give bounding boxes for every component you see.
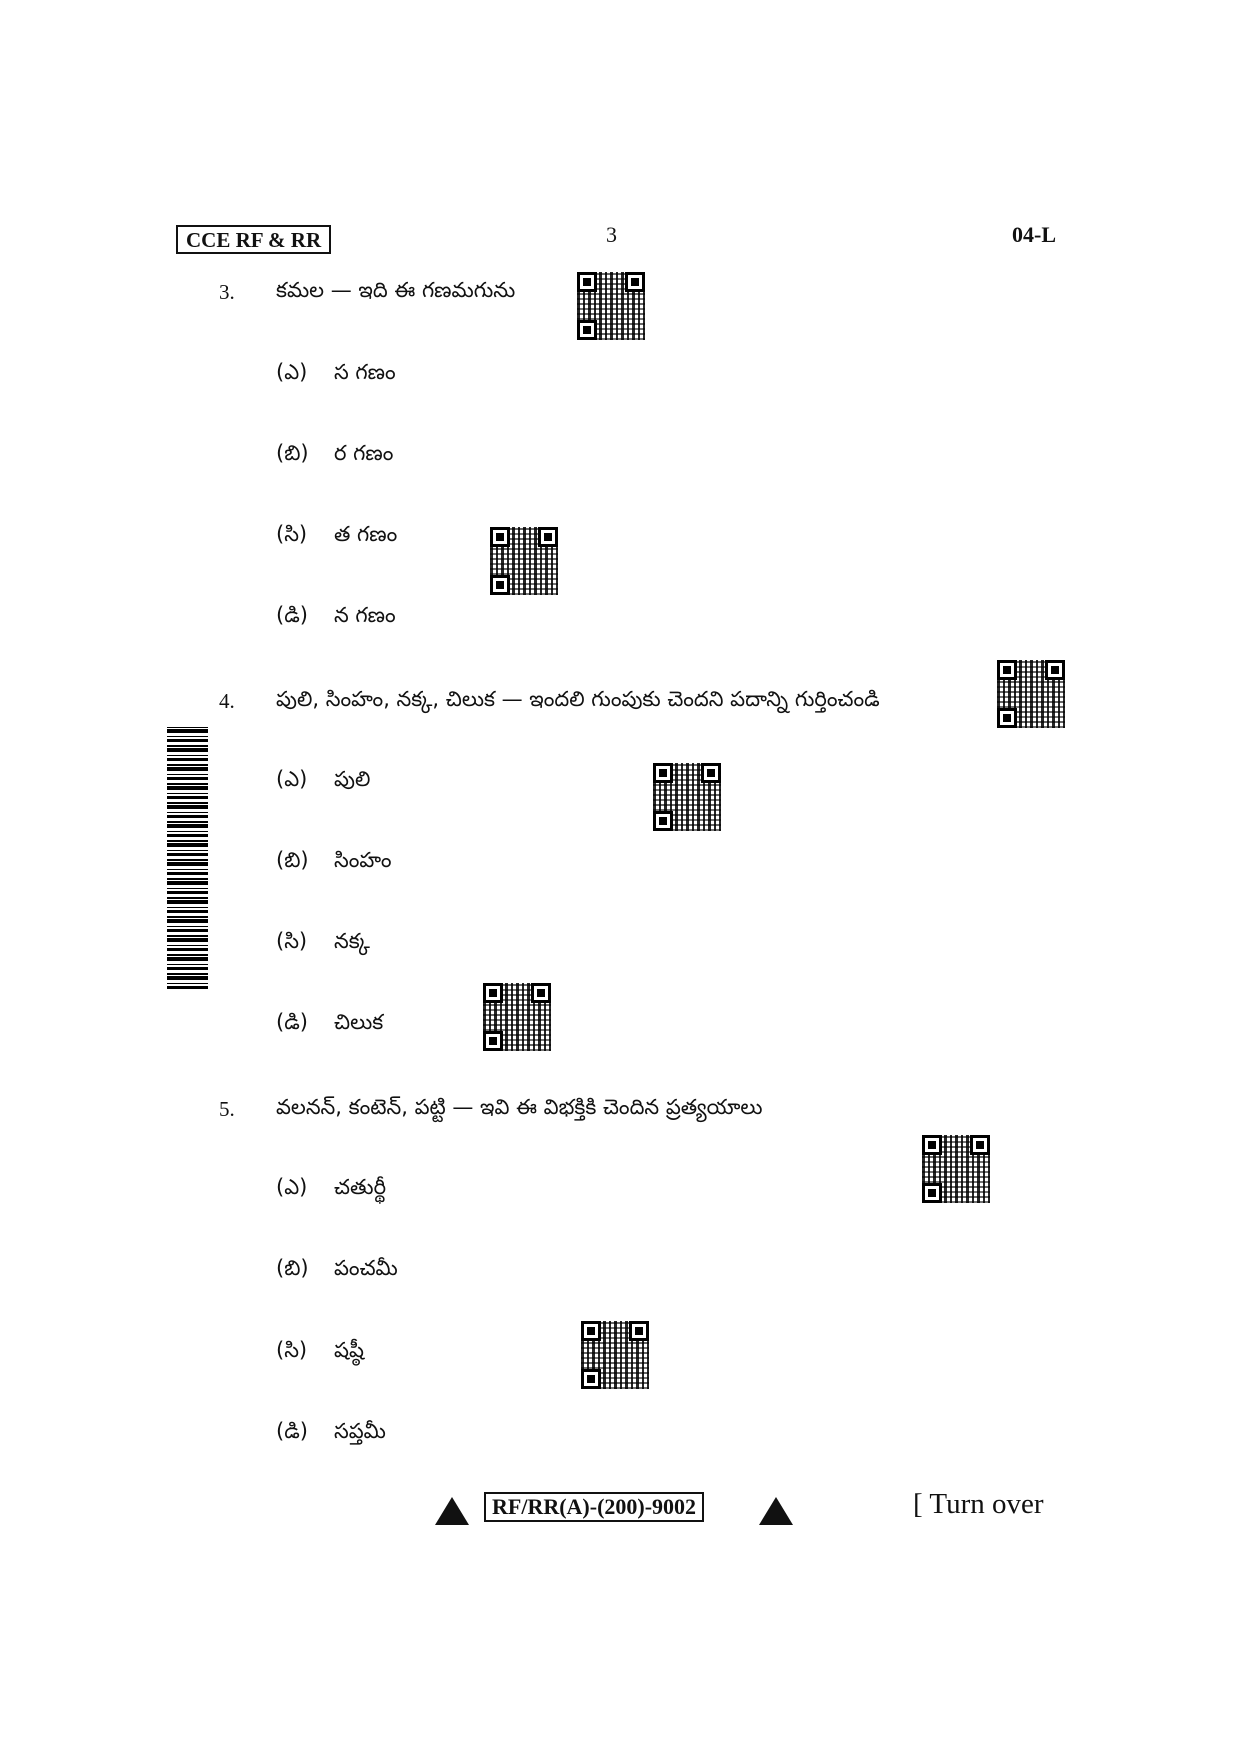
option-label: (డి) bbox=[276, 1010, 308, 1034]
footer-triangle-right-icon bbox=[759, 1497, 793, 1525]
footer-triangle-left-icon bbox=[435, 1497, 469, 1525]
question-4-text: పులి, సింహం, నక్క, చిలుక — ఇందలి గుంపుకు చెందని పదాన్ని గుర్తించండి bbox=[276, 687, 880, 711]
question-3-option-c bbox=[276, 522, 397, 552]
option-label: (బి) bbox=[276, 1256, 309, 1280]
option-text: న గణం bbox=[334, 603, 396, 627]
qr-code-icon bbox=[577, 272, 645, 340]
option-text: స గణం bbox=[334, 360, 396, 384]
option-label: (సి) bbox=[276, 929, 308, 953]
turn-over-text: [ Turn over bbox=[913, 1488, 1044, 1520]
option-text: ర గణం bbox=[334, 441, 394, 465]
question-3-option-b bbox=[276, 441, 393, 471]
page-number: 3 bbox=[606, 222, 617, 247]
option-text: చతుర్థీ bbox=[334, 1175, 387, 1199]
question-5-option-c bbox=[276, 1338, 364, 1368]
question-4-option-c bbox=[276, 929, 370, 959]
option-label: (ఎ) bbox=[276, 360, 308, 384]
option-text: పులి bbox=[334, 767, 371, 791]
question-5-text: వలనన్, కంటెన్, పట్టి — ఇవి ఈ విభక్తికి చెందిన ప్రత్యయాలు bbox=[276, 1095, 763, 1119]
paper-code: 04-L bbox=[1012, 222, 1056, 247]
option-text: త గణం bbox=[334, 522, 398, 546]
side-barcode bbox=[167, 727, 208, 989]
option-label: (బి) bbox=[276, 848, 309, 872]
option-label: (ఎ) bbox=[276, 1175, 308, 1199]
question-5-option-a bbox=[276, 1175, 386, 1205]
option-label: (డి) bbox=[276, 1419, 308, 1443]
option-label: (సి) bbox=[276, 1338, 308, 1362]
option-text: పంచమీ bbox=[334, 1256, 398, 1280]
question-4-option-b bbox=[276, 848, 392, 878]
footer-code-box: RF/RR(A)-(200)-9002 bbox=[484, 1492, 704, 1522]
qr-code-icon bbox=[490, 527, 558, 595]
option-text: సప్తమీ bbox=[334, 1419, 386, 1443]
option-label: (డి) bbox=[276, 603, 308, 627]
qr-code-icon bbox=[653, 763, 721, 831]
question-4-option-a bbox=[276, 767, 370, 797]
option-text: నక్క bbox=[334, 929, 370, 953]
question-4-option-d bbox=[276, 1010, 383, 1040]
question-3-option-a bbox=[276, 360, 396, 390]
option-text: సింహం bbox=[334, 848, 392, 872]
question-5-number: 5. bbox=[219, 1097, 235, 1121]
option-text: షష్ఠీ bbox=[334, 1338, 364, 1362]
option-label: (సి) bbox=[276, 522, 308, 546]
qr-code-icon bbox=[483, 983, 551, 1051]
question-3-number: 3. bbox=[219, 280, 235, 304]
question-5-option-d bbox=[276, 1419, 386, 1449]
question-4-number: 4. bbox=[219, 689, 235, 713]
question-5-option-b bbox=[276, 1256, 398, 1286]
qr-code-icon bbox=[581, 1321, 649, 1389]
option-text: చిలుక bbox=[334, 1010, 384, 1034]
qr-code-icon bbox=[922, 1135, 990, 1203]
option-label: (ఎ) bbox=[276, 767, 308, 791]
header-subject-box: CCE RF & RR bbox=[176, 225, 331, 254]
question-3-option-d bbox=[276, 603, 396, 633]
option-label: (బి) bbox=[276, 441, 309, 465]
question-3-text: కమల — ఇది ఈ గణమగును bbox=[276, 278, 516, 302]
qr-code-icon bbox=[997, 660, 1065, 728]
